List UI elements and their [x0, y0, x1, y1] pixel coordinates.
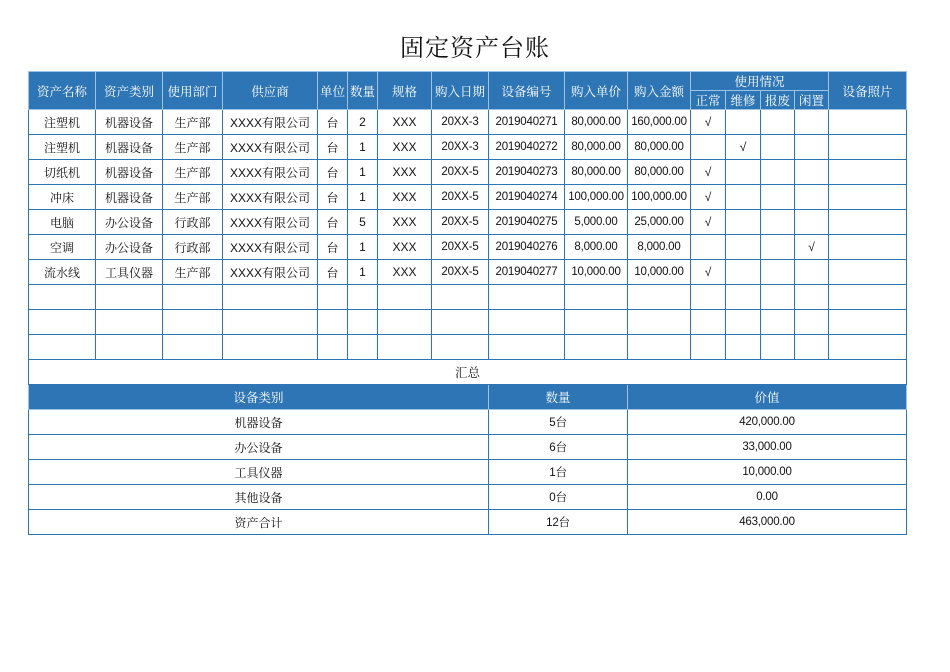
cell-unit: [318, 310, 348, 335]
table-row: [29, 235, 907, 260]
cell-unit-price: 100,000.00: [565, 185, 628, 210]
cell-unit: 台: [318, 135, 348, 160]
cell-unit-price: 80,000.00: [565, 110, 628, 135]
cell-usage-normal: √: [691, 260, 726, 285]
cell-usage-normal: √: [691, 110, 726, 135]
cell-photo: [829, 160, 907, 185]
header-usage-repair: 维修: [726, 91, 761, 110]
summary-cell-qty: 12台: [489, 510, 628, 535]
summary-row: [29, 435, 907, 460]
cell-quantity: 1: [348, 260, 378, 285]
summary-cell-value: 0.00: [628, 485, 907, 510]
cell-asset-name: [29, 285, 96, 310]
cell-unit-price: 10,000.00: [565, 260, 628, 285]
cell-asset-name: 空调: [29, 235, 96, 260]
summary-row: [29, 485, 907, 510]
cell-photo: [829, 185, 907, 210]
cell-photo: [829, 260, 907, 285]
cell-amount: [628, 310, 691, 335]
cell-amount: 25,000.00: [628, 210, 691, 235]
cell-equipment-code: [489, 310, 565, 335]
cell-quantity: 1: [348, 185, 378, 210]
cell-amount: 80,000.00: [628, 160, 691, 185]
header-spec: 规格: [378, 72, 432, 110]
cell-equipment-code: [489, 335, 565, 360]
ledger-body: [29, 110, 907, 360]
cell-usage-repair: √: [726, 135, 761, 160]
cell-asset-name: [29, 310, 96, 335]
cell-photo: [829, 235, 907, 260]
cell-photo: [829, 285, 907, 310]
cell-usage-normal: √: [691, 210, 726, 235]
summary-cell-category: 办公设备: [29, 435, 489, 460]
cell-usage-idle: [795, 110, 829, 135]
header-qty: 数量: [348, 72, 378, 110]
cell-asset-category: [96, 335, 163, 360]
header-usage-normal: 正常: [691, 91, 726, 110]
summary-header-qty: 数量: [489, 385, 628, 410]
cell-usage-normal: [691, 335, 726, 360]
table-row: [29, 310, 907, 335]
summary-cell-value: 420,000.00: [628, 410, 907, 435]
cell-department: [163, 335, 223, 360]
cell-usage-normal: [691, 235, 726, 260]
cell-spec: XXX: [378, 135, 432, 160]
summary-cell-qty: 6台: [489, 435, 628, 460]
header-price: 购入单价: [565, 72, 628, 110]
cell-asset-category: 办公设备: [96, 210, 163, 235]
cell-purchase-date: [432, 335, 489, 360]
summary-row: [29, 460, 907, 485]
cell-asset-name: 切纸机: [29, 160, 96, 185]
cell-usage-repair: [726, 335, 761, 360]
summary-cell-value: 463,000.00: [628, 510, 907, 535]
cell-amount: 10,000.00: [628, 260, 691, 285]
cell-amount: 160,000.00: [628, 110, 691, 135]
table-row: [29, 135, 907, 160]
cell-equipment-code: 2019040272: [489, 135, 565, 160]
summary-row: [29, 510, 907, 535]
summary-cell-category: 机器设备: [29, 410, 489, 435]
cell-department: 行政部: [163, 235, 223, 260]
cell-department: 生产部: [163, 260, 223, 285]
cell-equipment-code: 2019040274: [489, 185, 565, 210]
cell-usage-scrap: [761, 210, 795, 235]
cell-spec: [378, 335, 432, 360]
cell-unit-price: 80,000.00: [565, 160, 628, 185]
cell-usage-scrap: [761, 110, 795, 135]
header-usage-idle: 闲置: [795, 91, 829, 110]
cell-supplier: XXXX有限公司: [223, 235, 318, 260]
cell-asset-category: 机器设备: [96, 160, 163, 185]
summary-header-value: 价值: [628, 385, 907, 410]
header-name: 资产名称: [29, 72, 96, 110]
header-category: 资产类别: [96, 72, 163, 110]
cell-usage-scrap: [761, 135, 795, 160]
summary-cell-value: 10,000.00: [628, 460, 907, 485]
cell-department: 生产部: [163, 110, 223, 135]
cell-supplier: [223, 310, 318, 335]
cell-amount: [628, 335, 691, 360]
cell-unit: 台: [318, 160, 348, 185]
summary-section: [29, 360, 907, 535]
cell-purchase-date: 20XX-5: [432, 160, 489, 185]
cell-quantity: [348, 335, 378, 360]
summary-cell-qty: 1台: [489, 460, 628, 485]
cell-quantity: [348, 310, 378, 335]
table-row: [29, 335, 907, 360]
cell-supplier: XXXX有限公司: [223, 135, 318, 160]
cell-department: [163, 310, 223, 335]
cell-usage-scrap: [761, 335, 795, 360]
cell-usage-normal: √: [691, 185, 726, 210]
cell-supplier: XXXX有限公司: [223, 110, 318, 135]
cell-usage-scrap: [761, 310, 795, 335]
summary-cell-qty: 5台: [489, 410, 628, 435]
summary-cell-value: 33,000.00: [628, 435, 907, 460]
cell-photo: [829, 135, 907, 160]
cell-usage-repair: [726, 110, 761, 135]
cell-quantity: 1: [348, 135, 378, 160]
cell-usage-repair: [726, 260, 761, 285]
header-date: 购入日期: [432, 72, 489, 110]
table-row: [29, 110, 907, 135]
cell-unit-price: [565, 310, 628, 335]
cell-usage-normal: [691, 135, 726, 160]
header-unit: 单位: [318, 72, 348, 110]
cell-amount: 100,000.00: [628, 185, 691, 210]
cell-equipment-code: 2019040271: [489, 110, 565, 135]
cell-purchase-date: 20XX-3: [432, 110, 489, 135]
cell-quantity: [348, 285, 378, 310]
header-usage-scrap: 报废: [761, 91, 795, 110]
cell-equipment-code: [489, 285, 565, 310]
cell-asset-category: 办公设备: [96, 235, 163, 260]
cell-purchase-date: 20XX-5: [432, 260, 489, 285]
cell-photo: [829, 110, 907, 135]
header-usage: 使用情况: [691, 72, 829, 91]
cell-quantity: 5: [348, 210, 378, 235]
cell-spec: XXX: [378, 260, 432, 285]
cell-usage-idle: √: [795, 235, 829, 260]
cell-supplier: XXXX有限公司: [223, 210, 318, 235]
cell-usage-idle: [795, 135, 829, 160]
cell-usage-scrap: [761, 285, 795, 310]
cell-quantity: 2: [348, 110, 378, 135]
cell-usage-repair: [726, 285, 761, 310]
cell-unit: 台: [318, 110, 348, 135]
header-supplier: 供应商: [223, 72, 318, 110]
cell-purchase-date: 20XX-5: [432, 185, 489, 210]
summary-row: [29, 410, 907, 435]
cell-supplier: [223, 335, 318, 360]
cell-equipment-code: 2019040275: [489, 210, 565, 235]
cell-usage-idle: [795, 210, 829, 235]
cell-photo: [829, 210, 907, 235]
cell-spec: [378, 285, 432, 310]
cell-usage-repair: [726, 210, 761, 235]
cell-usage-scrap: [761, 160, 795, 185]
cell-usage-repair: [726, 185, 761, 210]
page-title: 固定资产台账: [400, 34, 550, 62]
cell-unit-price: [565, 335, 628, 360]
cell-department: 生产部: [163, 160, 223, 185]
summary-title: 汇总: [29, 360, 907, 385]
summary-cell-category: 其他设备: [29, 485, 489, 510]
cell-unit: [318, 335, 348, 360]
cell-amount: [628, 285, 691, 310]
cell-purchase-date: 20XX-5: [432, 235, 489, 260]
cell-supplier: [223, 285, 318, 310]
header-photo: 设备照片: [829, 72, 907, 110]
cell-usage-idle: [795, 335, 829, 360]
cell-usage-scrap: [761, 185, 795, 210]
header-dept: 使用部门: [163, 72, 223, 110]
cell-department: 生产部: [163, 135, 223, 160]
cell-purchase-date: 20XX-3: [432, 135, 489, 160]
cell-unit: 台: [318, 260, 348, 285]
ledger-header: [29, 72, 907, 110]
cell-supplier: XXXX有限公司: [223, 160, 318, 185]
cell-unit: 台: [318, 210, 348, 235]
cell-amount: 80,000.00: [628, 135, 691, 160]
cell-purchase-date: 20XX-5: [432, 210, 489, 235]
cell-usage-idle: [795, 260, 829, 285]
cell-usage-repair: [726, 160, 761, 185]
table-row: [29, 210, 907, 235]
table-row: [29, 260, 907, 285]
cell-unit: 台: [318, 185, 348, 210]
table-row: [29, 285, 907, 310]
table-row: [29, 185, 907, 210]
header-code: 设备编号: [489, 72, 565, 110]
cell-usage-idle: [795, 160, 829, 185]
cell-amount: 8,000.00: [628, 235, 691, 260]
cell-asset-name: 电脑: [29, 210, 96, 235]
cell-usage-normal: [691, 285, 726, 310]
cell-department: 生产部: [163, 185, 223, 210]
cell-asset-category: 机器设备: [96, 135, 163, 160]
cell-purchase-date: [432, 310, 489, 335]
summary-cell-category: 工具仪器: [29, 460, 489, 485]
cell-usage-idle: [795, 285, 829, 310]
cell-photo: [829, 335, 907, 360]
cell-usage-repair: [726, 310, 761, 335]
cell-asset-category: [96, 310, 163, 335]
cell-photo: [829, 310, 907, 335]
cell-asset-name: 注塑机: [29, 135, 96, 160]
cell-unit-price: 8,000.00: [565, 235, 628, 260]
cell-usage-normal: [691, 310, 726, 335]
cell-supplier: XXXX有限公司: [223, 260, 318, 285]
summary-header-category: 设备类别: [29, 385, 489, 410]
cell-unit: [318, 285, 348, 310]
cell-unit-price: 80,000.00: [565, 135, 628, 160]
cell-spec: XXX: [378, 210, 432, 235]
cell-asset-category: 机器设备: [96, 185, 163, 210]
cell-unit-price: 5,000.00: [565, 210, 628, 235]
cell-quantity: 1: [348, 235, 378, 260]
cell-asset-category: [96, 285, 163, 310]
cell-spec: XXX: [378, 235, 432, 260]
cell-asset-name: 流水线: [29, 260, 96, 285]
summary-cell-qty: 0台: [489, 485, 628, 510]
cell-asset-name: [29, 335, 96, 360]
cell-purchase-date: [432, 285, 489, 310]
cell-supplier: XXXX有限公司: [223, 185, 318, 210]
cell-usage-scrap: [761, 260, 795, 285]
cell-spec: XXX: [378, 160, 432, 185]
cell-usage-scrap: [761, 235, 795, 260]
cell-equipment-code: 2019040276: [489, 235, 565, 260]
cell-equipment-code: 2019040277: [489, 260, 565, 285]
asset-ledger-table: [28, 71, 907, 535]
cell-spec: [378, 310, 432, 335]
cell-asset-name: 注塑机: [29, 110, 96, 135]
summary-cell-category: 资产合计: [29, 510, 489, 535]
cell-usage-idle: [795, 310, 829, 335]
cell-usage-repair: [726, 235, 761, 260]
cell-quantity: 1: [348, 160, 378, 185]
cell-asset-category: 机器设备: [96, 110, 163, 135]
cell-spec: XXX: [378, 185, 432, 210]
table-row: [29, 160, 907, 185]
cell-department: 行政部: [163, 210, 223, 235]
cell-asset-category: 工具仪器: [96, 260, 163, 285]
cell-asset-name: 冲床: [29, 185, 96, 210]
cell-unit-price: [565, 285, 628, 310]
header-amount: 购入金额: [628, 72, 691, 110]
cell-equipment-code: 2019040273: [489, 160, 565, 185]
cell-usage-idle: [795, 185, 829, 210]
cell-spec: XXX: [378, 110, 432, 135]
cell-unit: 台: [318, 235, 348, 260]
cell-department: [163, 285, 223, 310]
cell-usage-normal: √: [691, 160, 726, 185]
